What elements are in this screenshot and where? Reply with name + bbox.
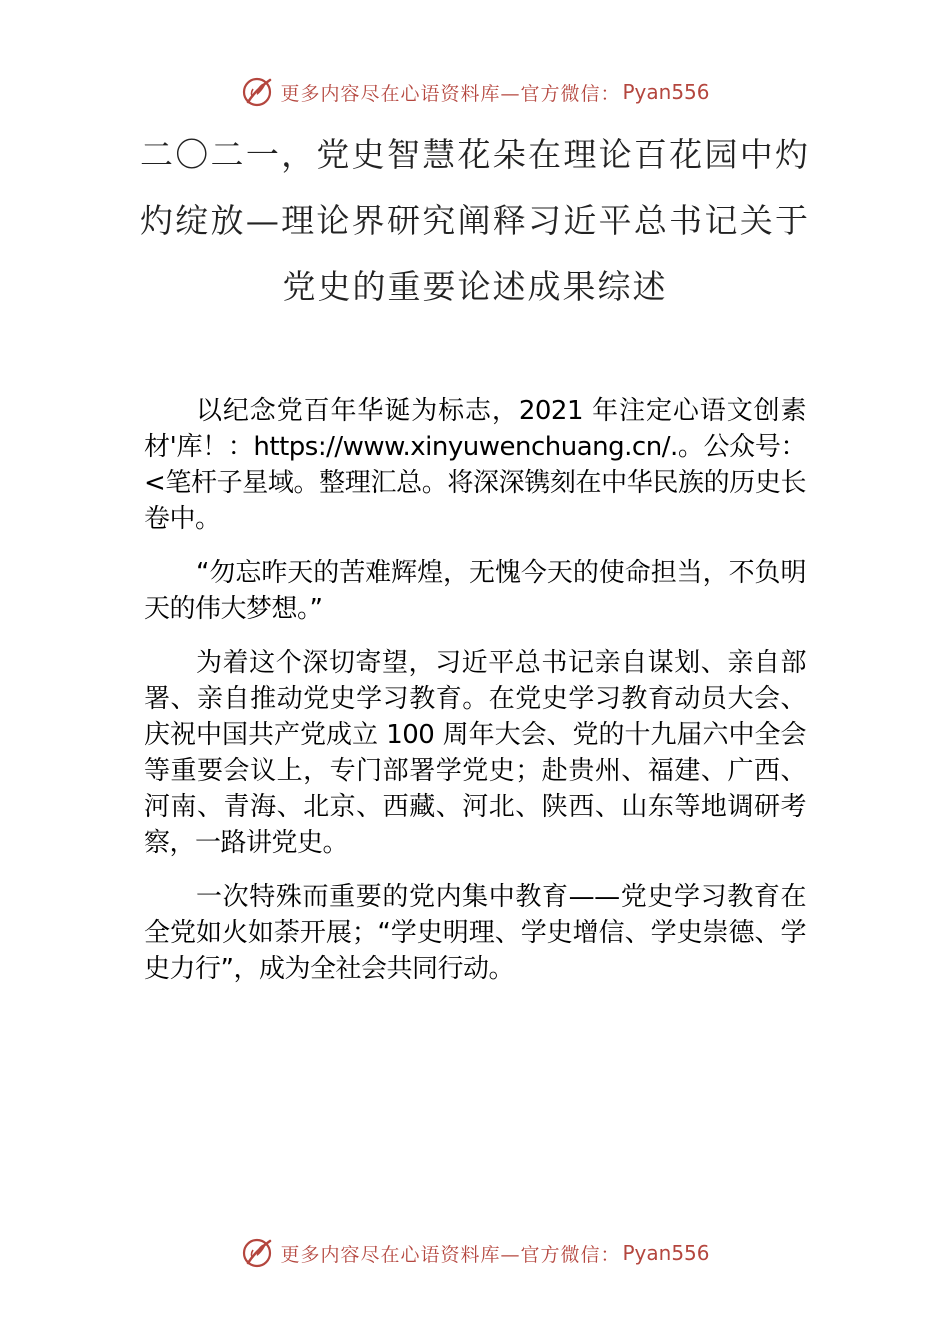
paragraph: “勿忘昨天的苦难辉煌，无愧今天的使命担当，不负明天的伟大梦想。” [144,558,806,624]
footer-banner [0,1233,950,1273]
banner-wechat-id: Pyan556 [622,1241,710,1265]
header-banner [0,72,950,112]
paragraph: 以纪念党百年华诞为标志，2021 年注定心语文创素材'库！：https://www.xinyuwenchuang.cn/.。公众号：<笔杆子星域。整理汇总。将深深镌刻在中华民族的历史长卷中。 [144,396,806,534]
document-title: 二〇二一，党史智慧花朵在理论百花园中灼灼绽放—理论界研究阐释习近平总书记关于党史的重要论述成果综述 [140,135,810,306]
document-body [144,393,806,1005]
banner-wechat-id: Pyan556 [622,80,710,104]
banner-text: 更多内容尽在心语资料库—官方微信： [280,82,621,105]
feather-circle-logo-icon [240,1236,274,1270]
paragraph: 为着这个深切寄望，习近平总书记亲自谋划、亲自部署、亲自推动党史学习教育。在党史学习教育动员大会、庆祝中国共产党成立 100 周年大会、党的十九届六中全会等重要会议上，专门部署学党史；赴贵州、福建、广西、河南、青海、北京、西藏、河北、陕西、山东等地调研考察，一路讲党史。 [144,648,806,858]
feather-circle-logo-icon [240,75,274,109]
banner-text: 更多内容尽在心语资料库—官方微信： [280,1243,621,1266]
paragraph: 一次特殊而重要的党内集中教育——党史学习教育在全党如火如荼开展；“学史明理、学史增信、学史崇德、学史力行”，成为全社会共同行动。 [144,882,806,984]
